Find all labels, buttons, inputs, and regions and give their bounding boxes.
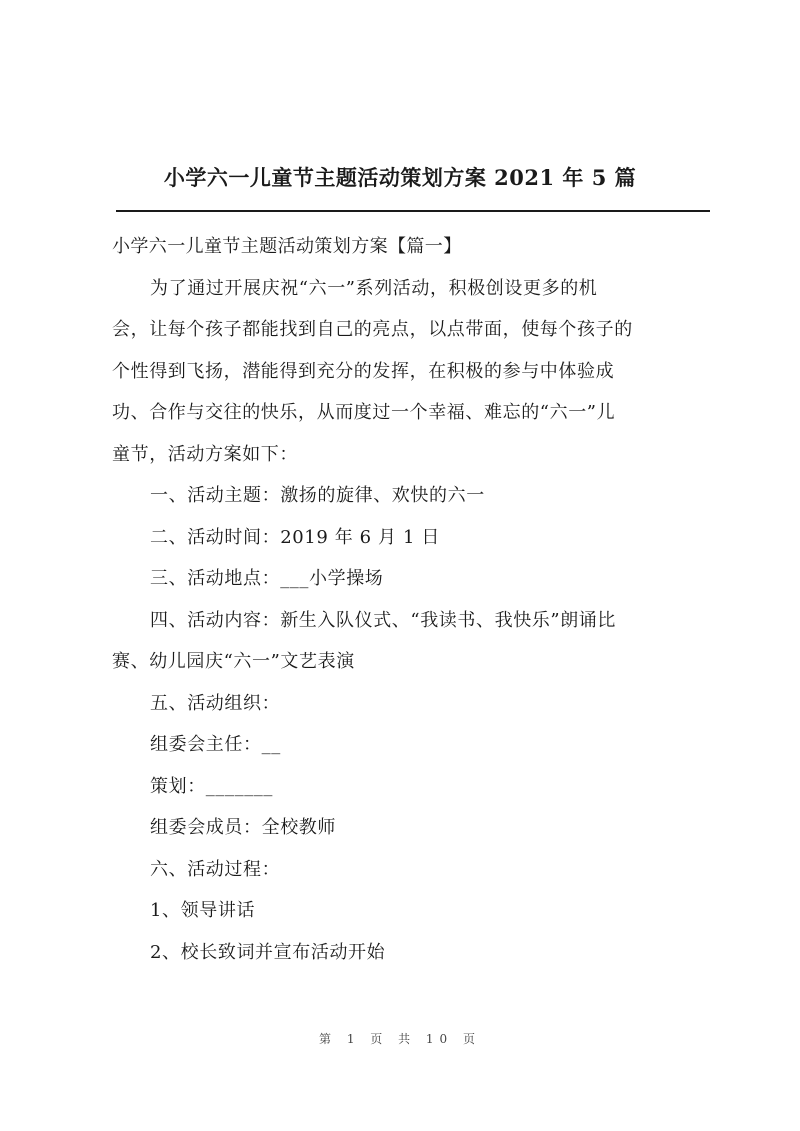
item-committee-chair: 组委会主任：__ [150,734,281,755]
intro-line-2: 会，让每个孩子都能找到自己的亮点，以点带面，使每个孩子的 [112,319,633,340]
item-committee-members: 组委会成员：全校教师 [150,817,336,838]
document-title: 小学六一儿童节主题活动策划方案 2021 年 5 篇 [163,165,637,190]
section-heading: 小学六一儿童节主题活动策划方案【篇一】 [112,236,462,257]
item-organization: 五、活动组织： [150,692,281,714]
intro-line-1: 为了通过开展庆祝“六一”系列活动，积极创设更多的机 [150,277,598,299]
page-footer: 第 1 页 共 10 页 [319,1032,481,1046]
item-planner: 策划：_______ [150,775,273,797]
document-body [112,226,710,973]
item-content-continuation: 赛、幼儿园庆“六一”文艺表演 [112,651,355,672]
item-location: 三、活动地点：___小学操场 [150,568,384,589]
intro-line-3: 个性得到飞扬，潜能得到充分的发挥，在积极的参与中体验成 [112,360,615,382]
process-step-1: 1、领导讲话 [150,900,256,921]
item-content: 四、活动内容：新生入队仪式、“我读书、我快乐”朗诵比 [150,609,617,631]
intro-line-5: 童节，活动方案如下： [112,443,298,465]
title-divider [116,210,710,212]
item-process: 六、活动过程： [150,858,281,880]
intro-line-4: 功、合作与交往的快乐，从而度过一个幸福、难忘的“六一”儿 [112,402,616,423]
item-time: 二、活动时间：2019 年 6 月 1 日 [150,526,440,548]
item-theme: 一、活动主题：激扬的旋律、欢快的六一 [150,485,485,506]
process-step-2: 2、校长致词并宣布活动开始 [150,941,386,963]
